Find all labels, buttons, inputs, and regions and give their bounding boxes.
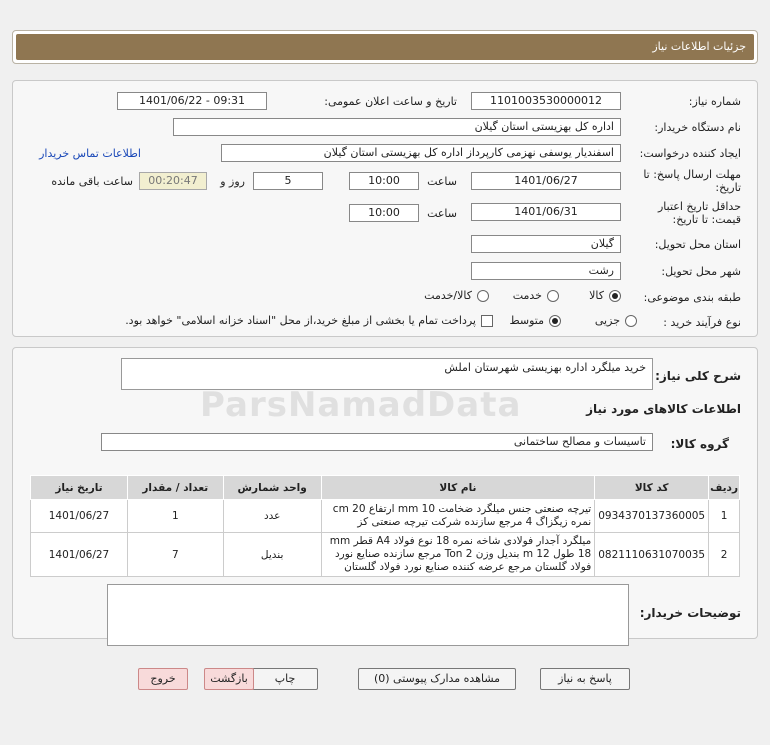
header-card: [12, 30, 758, 64]
city-label: شهر محل تحویل:: [661, 265, 741, 278]
cell-qty: 1: [127, 500, 223, 533]
treasury-payment-option[interactable]: پرداخت تمام یا بخشی از مبلغ خرید،از محل "اسناد خزانه اسلامی" خواهد بود.: [125, 314, 493, 327]
creator-field: اسفندیار یوسفی نهزمی کارپرداز اداره کل بهزیستی استان گیلان: [221, 144, 621, 162]
goods-group-field: تاسیسات و مصالح ساختمانی: [101, 433, 653, 451]
items-table: [30, 475, 740, 577]
days-label: روز و: [220, 175, 245, 188]
cell-unit: عدد: [223, 500, 321, 533]
cell-code: 0821110631070035: [595, 533, 709, 577]
province-field: گیلان: [471, 235, 621, 253]
goods-info-title: اطلاعات کالاهای مورد نیاز: [586, 402, 741, 416]
cell-date: 1401/06/27: [31, 500, 128, 533]
print-button[interactable]: چاپ: [252, 668, 318, 690]
page-title: جزئیات اطلاعات نیاز: [16, 34, 754, 60]
category-label: طبقه بندی موضوعی:: [643, 291, 741, 304]
radio-icon[interactable]: [625, 315, 637, 327]
announce-field: 1401/06/22 - 09:31: [117, 92, 267, 110]
cell-row: 1: [709, 500, 740, 533]
buyer-notes-label: توضیحات خریدار:: [639, 606, 741, 620]
province-label: استان محل تحویل:: [654, 238, 741, 251]
col-header-qty: تعداد / مقدار: [127, 476, 223, 500]
buyer-org-field: اداره کل بهزیستی استان گیلان: [173, 118, 621, 136]
city-field: رشت: [471, 262, 621, 280]
process-label: نوع فرآیند خرید :: [663, 316, 741, 329]
table-header-row: [31, 476, 740, 500]
exit-button[interactable]: خروج: [138, 668, 188, 690]
radio-selected-icon[interactable]: [549, 315, 561, 327]
table-row: [31, 500, 740, 533]
reply-time-label: ساعت: [427, 175, 457, 188]
validity-label: حداقل تاریخ اعتبار: [657, 200, 741, 213]
cell-row: 2: [709, 533, 740, 577]
remaining-label: ساعت باقی مانده: [51, 175, 133, 188]
cell-code: 0934370137360005: [595, 500, 709, 533]
reply-time-field: 10:00: [349, 172, 419, 190]
radio-icon[interactable]: [547, 290, 559, 302]
category-option-goods[interactable]: کالا: [589, 289, 621, 302]
need-number-label: شماره نیاز:: [688, 95, 741, 108]
buyer-org-label: نام دستگاه خریدار:: [654, 121, 741, 134]
col-header-unit: واحد شمارش: [223, 476, 321, 500]
days-field: 5: [253, 172, 323, 190]
category-option-goods-service[interactable]: کالا/خدمت: [424, 289, 489, 302]
remaining-time-field: 00:20:47: [139, 172, 207, 190]
process-option-medium[interactable]: متوسط: [509, 314, 561, 327]
cell-unit: بندیل: [223, 533, 321, 577]
back-button[interactable]: بازگشت: [204, 668, 254, 690]
announce-label: تاریخ و ساعت اعلان عمومی:: [324, 95, 457, 108]
cell-name: میلگرد آجدار فولادی شاخه نمره 18 نوع فولاد A4 قطر mm 18 طول m 12 بندیل وزن Ton 2 مرجع سازنده صنایع نورد فولاد گلستان مرجع عرضه کننده صنایع نورد فولاد گلستان: [321, 533, 595, 577]
contact-buyer-link[interactable]: اطلاعات تماس خریدار: [39, 147, 141, 160]
summary-field: خرید میلگرد اداره بهزیستی شهرستان املش: [121, 358, 653, 390]
reply-button[interactable]: پاسخ به نیاز: [540, 668, 630, 690]
radio-icon[interactable]: [477, 290, 489, 302]
col-header-date: تاریخ نیاز: [31, 476, 128, 500]
validity-date-field: 1401/06/31: [471, 203, 621, 221]
category-option-service[interactable]: خدمت: [513, 289, 559, 302]
col-header-code: کد کالا: [595, 476, 709, 500]
col-header-name: نام کالا: [321, 476, 595, 500]
col-header-row: ردیف: [709, 476, 740, 500]
need-number-field: 1101003530000012: [471, 92, 621, 110]
cell-name: تیرچه صنعتی جنس میلگرد ضخامت mm 10 ارتفاع cm 20 نمره زیگزاگ 4 مرجع سازنده شرکت تیرچه صنعتی کز: [321, 500, 595, 533]
attachments-button[interactable]: مشاهده مدارک پیوستی (0): [358, 668, 516, 690]
validity-label-2: قیمت: تا تاریخ:: [672, 213, 741, 226]
table-row: [31, 533, 740, 577]
checkbox-icon[interactable]: [481, 315, 493, 327]
radio-selected-icon[interactable]: [609, 290, 621, 302]
reply-date-field: 1401/06/27: [471, 172, 621, 190]
validity-time-label: ساعت: [427, 207, 457, 220]
process-option-minor[interactable]: جزیی: [595, 314, 637, 327]
summary-label: شرح کلی نیاز:: [655, 369, 741, 383]
validity-time-field: 10:00: [349, 204, 419, 222]
reply-deadline-label: مهلت ارسال پاسخ: تا: [643, 168, 741, 181]
creator-label: ایجاد کننده درخواست:: [639, 147, 741, 160]
need-info-card: [12, 80, 758, 337]
reply-deadline-label-2: تاریخ:: [715, 181, 741, 194]
goods-group-label: گروه کالا:: [670, 437, 729, 451]
cell-date: 1401/06/27: [31, 533, 128, 577]
cell-qty: 7: [127, 533, 223, 577]
buyer-notes-field: [107, 584, 629, 646]
